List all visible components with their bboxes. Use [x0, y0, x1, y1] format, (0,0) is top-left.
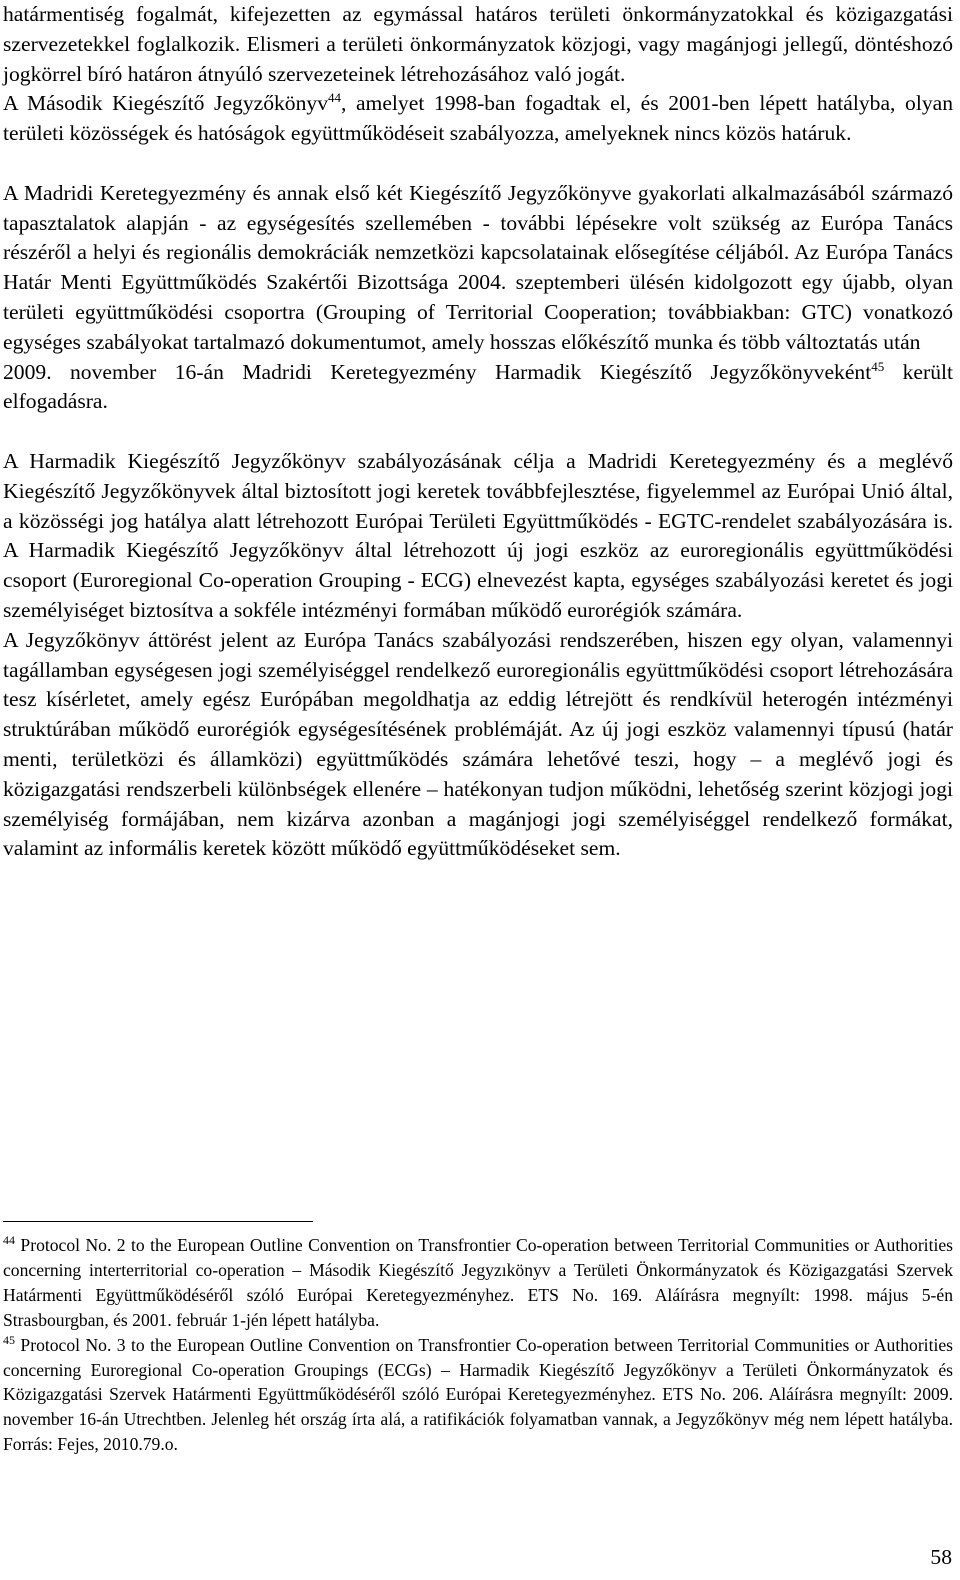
footnote-text: Protocol No. 3 to the European Outline Convention on Transfrontier Co-operation between Territorial Communities or Authorities concerning Euroregional Co-operation Groupings (ECGs) – Harmadik Kiegészítő Jegyzőkönyv a Területi Önkormányzatok és Közigazgatási Szervek Határmenti Együttműködéséről szóló Európai Keretegyezményhez. ETS No. 206. Aláírásra megnyílt: 2009. november 16-án Utrechtben. Jelenleg hét ország írta alá, a ratifikációk folyamatban vannak, a Jegyzőkönyv még nem lépett hatályba. Forrás: Fejes, 2010.79.o.: [3, 1334, 953, 1455]
footnote-ref-44: 44: [328, 90, 341, 106]
paragraph-3: [3, 179, 953, 417]
paragraph-2-text-b: , amelyet 1998-ban fogadtak el, és 2001-ben lépett hatályba, olyan területi közösségek és hatóságok együttműködéseit szabályozza, amelyeknek nincs közös határuk.: [3, 91, 953, 146]
footnote-44: [3, 1233, 953, 1333]
footnote-number: 44: [3, 1233, 15, 1248]
paragraph-3-text-b: 2009. november 16-án Madridi Keretegyezmény Harmadik Kiegészítő Jegyzőkönyveként: [3, 359, 872, 384]
footnote-45: [3, 1333, 953, 1458]
paragraph-2: [3, 89, 953, 149]
document-page: [3, 0, 953, 864]
paragraph-3-text-a: A Madridi Keretegyezmény és annak első két Kiegészítő Jegyzőkönyve gyakorlati alkalmazásából származó tapasztalatok alapján - az egységesítés szellemében - további lépésekre volt szükség az Európa Tanács részéről a helyi és regionális demokráciák nemzetközi kapcsolatainak elősegítése céljából. Az Európa Tanács Határ Menti Együttműködés Szakértői Bizottsága 2004. szeptemberi ülésén kidolgozott egy újabb, olyan területi együttműködési csoportra (Grouping of Territorial Cooperation; továbbiakban: GTC) vonatkozó egységes szabályokat tartalmazó dokumentumot, amely hosszas előkészítő munka és több változtatás után: [3, 180, 953, 354]
paragraph-2-text-a: A Második Kiegészítő Jegyzőkönyv: [3, 91, 328, 116]
footnotes: [3, 1233, 953, 1457]
page-number: 58: [930, 1545, 952, 1569]
footnote-ref-45: 45: [871, 358, 885, 374]
paragraph-4: A Harmadik Kiegészítő Jegyzőkönyv szabályozásának célja a Madridi Keretegyezmény és a meglévő Kiegészítő Jegyzőkönyvek által biztosított jogi keretek továbbfejlesztése, figyelemmel az Európai Unió által, a közösségi jog hatálya alatt létrehozott Európai Területi Együttműködés - EGTC-rendelet szabályozására is. A Harmadik Kiegészítő Jegyzőkönyv által létrehozott új jogi eszköz az euroregionális együttműködési csoport (Euroregional Co-operation Grouping - ECG) elnevezést kapta, egységes szabályozási keretet és jogi személyiséget biztosítva a sokféle intézményi formában működő eurorégiók számára.: [3, 448, 953, 622]
footnote-separator: [3, 1221, 313, 1222]
footnote-text: Protocol No. 2 to the European Outline Convention on Transfrontier Co-operation between Territorial Communities or Authorities concerning interterritorial co-operation – Második Kiegészítő Jegyzıkönyv a Területi Önkormányzatok és Közigazgatási Szervek Határmenti Együttműködéséről szóló Európai Keretegyezményhez. ETS No. 169. Aláírásra megnyílt: 1998. május 5-én Strasbourgban, és 2001. február 1-jén lépett hatályba.: [3, 1235, 953, 1330]
main-text: [3, 0, 953, 864]
footnote-number: 45: [3, 1332, 15, 1347]
paragraph-1: határmentiség fogalmát, kifejezetten az egymással határos területi önkormányzatokkal és közigazgatási szervezetekkel foglalkozik. Elismeri a területi önkormányzatok közjogi, vagy magánjogi jellegű, döntéshozó jogkörrel bíró határon átnyúló szervezeteinek létrehozásához való jogát.: [3, 2, 953, 86]
paragraph-5: A Jegyzőkönyv áttörést jelent az Európa Tanács szabályozási rendszerében, hiszen egy olyan, valamennyi tagállamban egységesen jogi személyiséggel rendelkező euroregionális együttműködési csoport létrehozására tesz kísérletet, amely egész Európában megoldhatja az eddig létrejött és rendkívül heterogén intézményi struktúrában működő eurorégiók egységesítésének problémáját. Az új jogi eszköz valamennyi típusú (határ menti, területközi és államközi) együttműködés számára lehetővé teszi, hogy – a meglévő jogi és közigazgatási rendszerbeli különbségek ellenére – hatékonyan tudjon működni, lehetőség szerint közjogi jogi személyiség formájában, nem kizárva azonban a magánjogi jogi személyiséggel rendelkező formákat, valamint az informális keretek között működő együttműködéseket sem.: [3, 627, 953, 861]
paragraph-3-text-c: került elfogadásra.: [3, 359, 953, 414]
